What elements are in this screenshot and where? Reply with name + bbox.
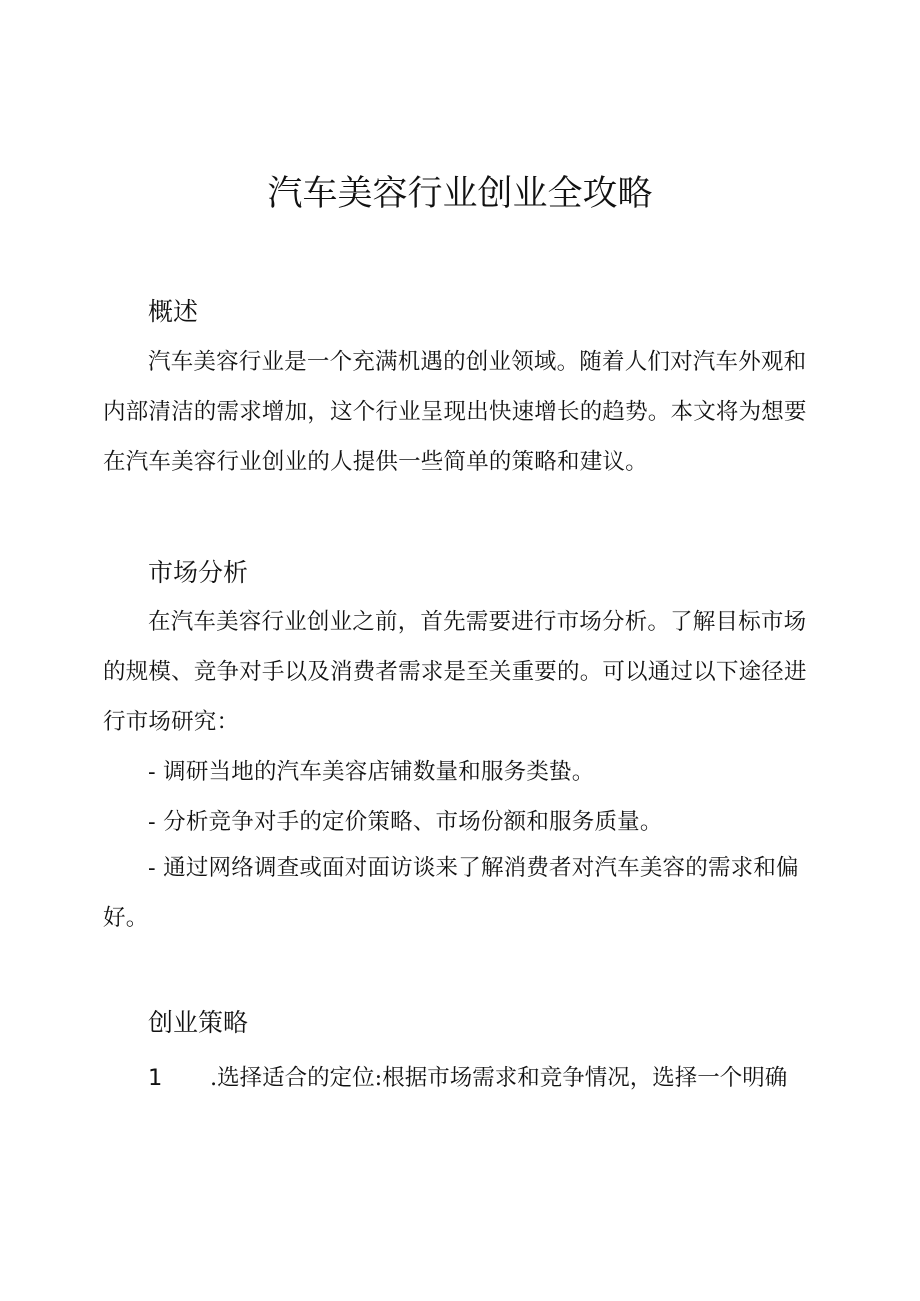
strategy-item-1 [148, 1053, 828, 1103]
market-bullet-2: - 分析竞争对手的定价策略、市场份额和服务质量。 [148, 809, 663, 835]
list-number: 1 [148, 1065, 163, 1091]
market-bullet-3: - 通过网络调查或面对面访谈来了解消费者对汽车美容的需求和偏好。 [103, 855, 799, 931]
market-analysis-paragraph: 在汽车美容行业创业之前，首先需要进行市场分析。了解目标市场的规模、竞争对手以及消费者需求是至关重要的。可以通过以下途径进行市场研究： [103, 609, 807, 735]
section-heading-overview: 概述 [148, 297, 199, 326]
market-bullet-1: - 调研当地的汽车美容店铺数量和服务类蛰。 [148, 759, 595, 785]
section-heading-market-analysis: 市场分析 [148, 558, 249, 587]
document-title: 汽车美容行业创业全攻略 [267, 174, 653, 214]
overview-paragraph: 汽车美容行业是一个充满机遇的创业领域。随着人们对汽车外观和内部清洁的需求增加，这个行业呈现出快速增长的趋势。本文将为想要在汽车美容行业创业的人提供一些简单的策略和建议。 [103, 349, 807, 475]
section-heading-startup-strategy: 创业策略 [148, 1008, 249, 1037]
strategy-item-text: .选择适合的定位:根据市场需求和竞争情况，选择一个明确 [210, 1065, 788, 1091]
